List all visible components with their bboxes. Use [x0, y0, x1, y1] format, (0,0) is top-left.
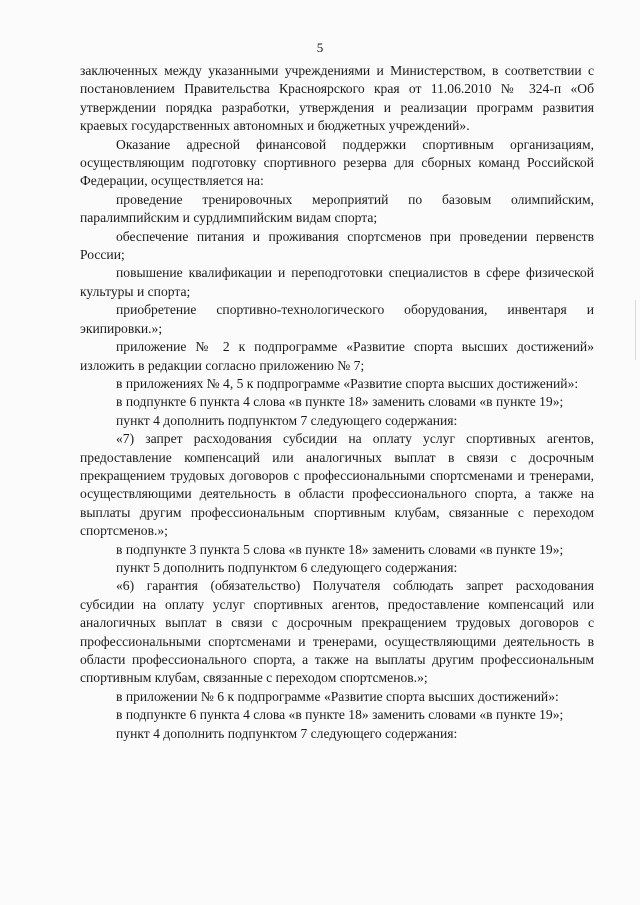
paragraph: заключенных между указанными учреждениями и Министерством, в соответствии с постановлением Правительства Красноярского края от 11.06.2010 № 324-п «Об утверждении порядка разработки, утверждения и реализации программ развития краевых государственных автономных и бюджетных учреждений».: [80, 63, 594, 134]
document-body: [80, 62, 594, 743]
paragraph: пункт 4 дополнить подпунктом 7 следующего содержания:: [116, 725, 458, 741]
paragraph: «7) запрет расходования субсидии на оплату услуг спортивных агентов, предоставление компенсаций или аналогичных выплат в связи с досрочным прекращением трудовых договоров с профессиональными спортсменами и тренерами, осуществляющими деятельность в области профессионального спорта, а также на выплаты другим профессиональным спортивным клубам, связанные с переходом спортсменов.»;: [80, 431, 594, 539]
paragraph: в подпункте 6 пункта 4 слова «в пункте 18» заменить словами «в пункте 19»;: [116, 707, 564, 723]
paragraph: в подпункте 3 пункта 5 слова «в пункте 18» заменить словами «в пункте 19»;: [116, 541, 564, 557]
scan-edge-mark: [635, 300, 636, 360]
paragraph: пункт 5 дополнить подпунктом 6 следующего содержания:: [116, 559, 458, 575]
paragraph: Оказание адресной финансовой поддержки спортивным организациям, осуществляющим подготовку спортивного резерва для сборных команд Российской Федерации, осуществляется на:: [80, 136, 594, 189]
paragraph: в приложениях № 4, 5 к подпрограмме «Развитие спорта высших достижений»:: [116, 375, 579, 391]
paragraph: обеспечение питания и проживания спортсменов при проведении первенств России;: [80, 228, 594, 263]
paragraph: «6) гарантия (обязательство) Получателя соблюдать запрет расходования субсидии на оплату услуг спортивных агентов, предоставление компенсаций или аналогичных выплат в связи с досрочным прекращением трудовых договоров с профессиональными спортсменами и тренерами, осуществляющими деятельность в области профессионального спорта, а также на выплаты другим профессиональным спортивным клубам, связанные с переходом спортсменов.»;: [80, 578, 594, 686]
paragraph: проведение тренировочных мероприятий по базовым олимпийским, паралимпийским и сурдлимпийским видам спорта;: [80, 191, 594, 226]
paragraph: приложение № 2 к подпрограмме «Развитие спорта высших достижений» изложить в редакции согласно приложению № 7;: [80, 339, 594, 373]
paragraph: пункт 4 дополнить подпунктом 7 следующего содержания:: [116, 412, 458, 428]
page-number: 5: [316, 40, 324, 55]
paragraph: в подпункте 6 пункта 4 слова «в пункте 18» заменить словами «в пункте 19»;: [116, 394, 564, 410]
paragraph: приобретение спортивно-технологического оборудования, инвентаря и экипировки.»;: [80, 302, 594, 336]
paragraph: повышение квалификации и переподготовки специалистов в сфере физической культуры и спорта;: [80, 265, 594, 299]
paragraph: в приложении № 6 к подпрограмме «Развитие спорта высших достижений»:: [116, 688, 559, 704]
